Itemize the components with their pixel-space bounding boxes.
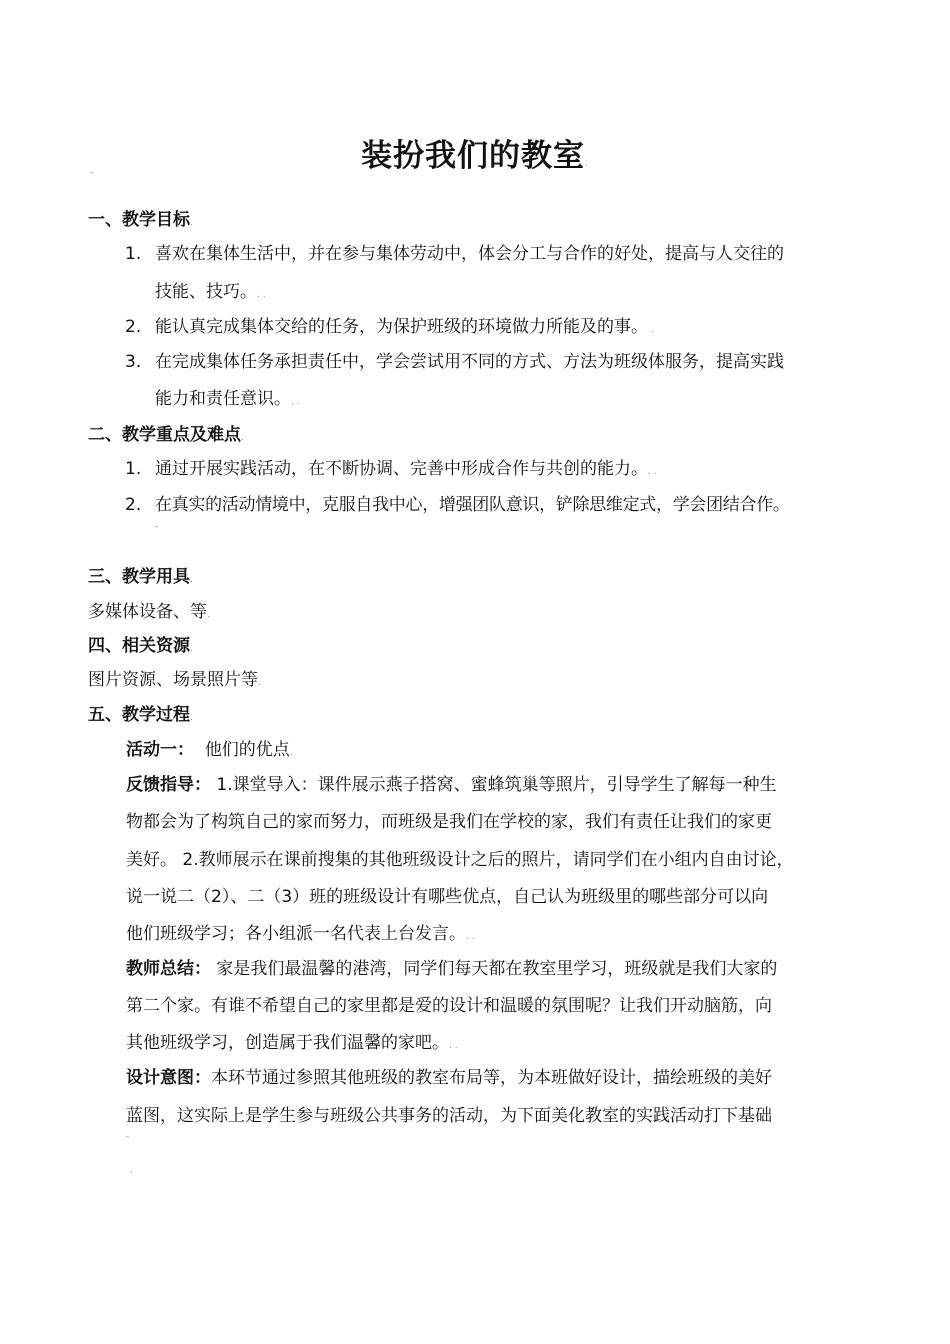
list-item-text: 在真实的活动情境中，克服自我中心，增强团队意识，铲除思维定式，学会团结合作。	[155, 495, 790, 515]
activity-line: 活动一： 他们的优点.	[126, 740, 293, 760]
list-item-text: 技能、技巧。. .	[155, 282, 266, 302]
list-number: 2.	[125, 495, 142, 515]
intent-line: 设计意图：本环节通过参照其他班级的教室布局等，为本班做好设计，描绘班级的美好	[126, 1068, 772, 1088]
list-item-text: 通过开展实践活动，在不断协调、完善中形成合作与共创的能力。. .	[155, 459, 657, 479]
list-number: 1.	[125, 244, 142, 264]
section-heading-process: 五、教学过程.	[88, 705, 193, 725]
feedback-line: 美好。 2.教师展示在课前搜集的其他班级设计之后的照片，请同学们在小组内自由讨论，	[126, 850, 794, 870]
section-heading-tools: 三、教学用具.	[88, 567, 193, 587]
feedback-line: 说一说二（2）、二（3）班的班级设计有哪些优点，自己认为班级里的哪些部分可以向	[126, 887, 769, 907]
intent-line: 蓝图，这实际上是学生参与班级公共事务的活动，为下面美化教室的实践活动打下基础	[126, 1106, 772, 1126]
section-heading-goals: 一、教学目标.	[88, 210, 193, 230]
feedback-line: 反馈指导： 1.课堂导入：课件展示燕子搭窝、蜜蜂筑巢等照片，引导学生了解每一种生	[126, 775, 777, 795]
list-number: 1.	[125, 459, 142, 479]
feedback-line: 他们班级学习；各小组派一名代表上台发言。. .	[126, 924, 475, 944]
feedback-line: 物都会为了构筑自己的家而努力，而班级是我们在学校的家，我们有责任让我们的家更	[126, 812, 772, 832]
list-item-text: 在完成集体任务承担责任中，学会尝试用不同的方式、方法为班级体服务，提高实践	[155, 352, 784, 372]
list-item-text: 喜欢在集体生活中，并在参与集体劳动中，体会分工与合作的好处，提高与人交往的	[155, 244, 784, 264]
paragraph-mark: -	[126, 1132, 130, 1142]
paragraph-mark: -	[90, 168, 94, 178]
summary-line: 其他班级学习，创造属于我们温馨的家吧。. .	[126, 1033, 458, 1053]
list-number: 2.	[125, 317, 142, 337]
tools-text: 多媒体设备、等.	[88, 602, 210, 622]
section-heading-resources: 四、相关资源.	[88, 636, 193, 656]
list-number: 3.	[125, 352, 142, 372]
summary-line: 教师总结： 家是我们最温馨的港湾，同学们每天都在教室里学习，班级就是我们大家的	[126, 959, 778, 979]
section-heading-focus: 二、教学重点及难点.	[88, 425, 244, 445]
paragraph-mark: .	[130, 1165, 133, 1175]
list-item-text: 能认真完成集体交给的任务，为保护班级的环境做力所能及的事。 .	[155, 317, 654, 337]
title-text: 装扮我们的教室	[361, 138, 586, 174]
list-item-text: 能力和责任意识。. .	[155, 389, 300, 409]
paragraph-mark: -	[155, 522, 159, 532]
resources-text: 图片资源、场景照片等.	[88, 670, 261, 690]
page-title: 装扮我们的教室.	[361, 138, 589, 174]
summary-line: 第二个家。有谁不希望自己的家里都是爱的设计和温暖的氛围呢？让我们开动脑筋，向	[126, 996, 772, 1016]
